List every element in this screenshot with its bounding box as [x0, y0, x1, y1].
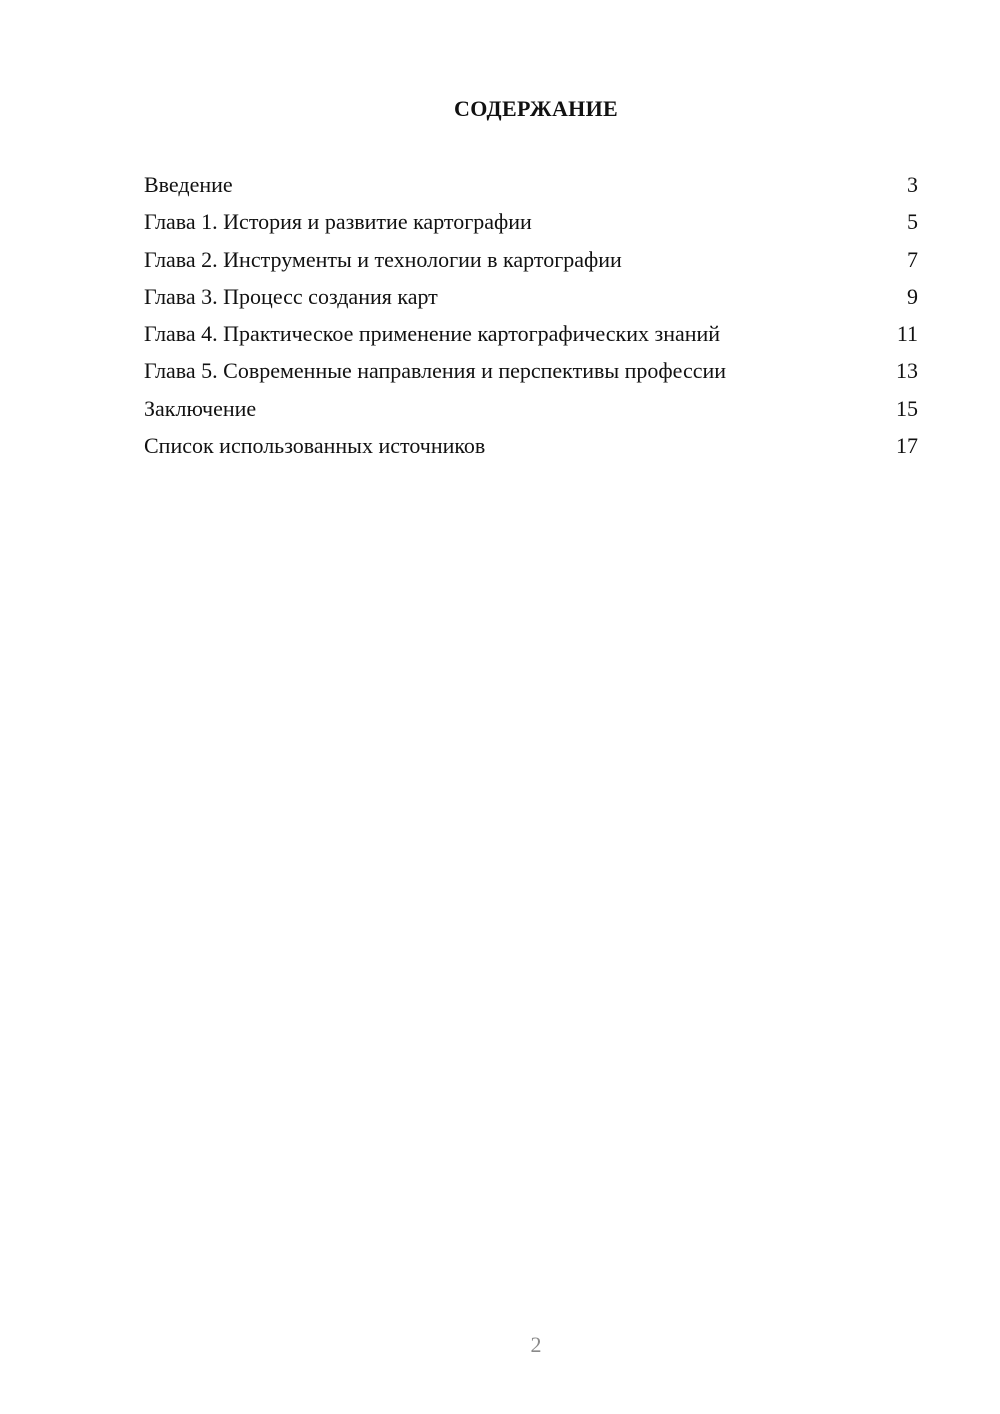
toc-entry-page: 9	[907, 283, 918, 309]
toc-entry-label: Заключение	[144, 395, 257, 421]
toc-entry-introduction[interactable]	[144, 170, 918, 207]
toc-entry-label: Список использованных источников	[144, 433, 486, 459]
toc-entry-page: 15	[896, 395, 918, 421]
toc-entry-label: Глава 4. Практическое применение картографических знаний	[144, 321, 721, 347]
toc-entry-page: 5	[907, 209, 918, 235]
toc-entry-chapter-5[interactable]	[144, 356, 918, 393]
toc-entry-label: Глава 2. Инструменты и технологии в картографии	[144, 246, 622, 272]
table-of-contents	[144, 170, 918, 468]
toc-entry-references[interactable]	[144, 431, 918, 468]
page-title: СОДЕРЖАНИЕ	[454, 96, 618, 121]
toc-entry-page: 3	[907, 172, 918, 197]
toc-entry-chapter-3[interactable]	[144, 282, 918, 319]
toc-entry-label: Глава 3. Процесс создания карт	[144, 283, 438, 309]
toc-entry-chapter-2[interactable]	[144, 245, 918, 282]
toc-entry-page: 17	[896, 433, 918, 459]
toc-entry-page: 7	[907, 246, 918, 272]
toc-entry-label: Глава 5. Современные направления и перспективы профессии	[144, 358, 727, 384]
page-number: 2	[530, 1332, 542, 1357]
toc-entry-label: Введение	[144, 172, 233, 197]
toc-entry-chapter-4[interactable]	[144, 319, 918, 356]
toc-entry-chapter-1[interactable]	[144, 207, 918, 244]
toc-entry-label: Глава 1. История и развитие картографии	[144, 209, 532, 235]
toc-entry-conclusion[interactable]	[144, 394, 918, 431]
toc-entry-page: 13	[896, 358, 918, 384]
toc-entry-page: 11	[896, 321, 918, 347]
